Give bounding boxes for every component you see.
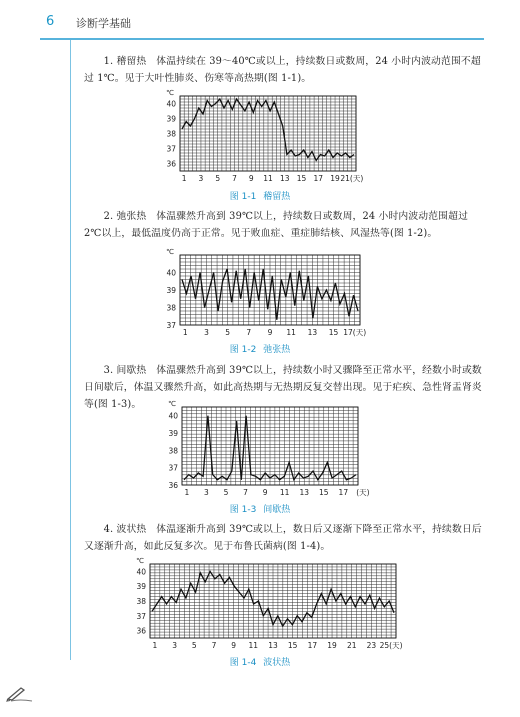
x-tick-label: 23 (366, 641, 377, 650)
x-tick-label: 15 (296, 174, 307, 183)
x-tick-label: 5 (223, 488, 229, 497)
y-tick-label: 38 (166, 303, 176, 313)
y-tick-label: 39 (136, 582, 146, 592)
paragraph-remittent-fever: 2. 弛张热 体温骤然升高到 39℃以上，持续数日或数周，24 小时内波动范围超过 2℃以上，最低温度仍高于正常。见于败血症、重症肺结核、风湿热等(图 1-2)。 (84, 211, 469, 239)
paragraph-intermittent-fever: 3. 间歇热 体温骤然升高到 39℃以上，持续数小时又骤降至正常水平，经数小时或数日间歇后，体温又骤然升高，如此高热期与无热期反复交替出现。见于疟疾、急性肾盂肾炎等(图 1-3)。 (84, 365, 482, 410)
y-tick-label: 37 (136, 611, 146, 621)
x-tick-label: 13 (299, 488, 309, 497)
y-axis-unit: ℃ (166, 248, 174, 256)
y-tick-label: 40 (168, 411, 178, 421)
x-tick-label: 17 (338, 488, 349, 497)
x-tick-label: 15 (319, 488, 329, 497)
x-tick-label: 11 (263, 174, 273, 183)
y-tick-label: 38 (166, 129, 176, 139)
y-axis-unit: ℃ (168, 400, 176, 408)
x-tick-label: 3 (204, 328, 209, 337)
x-tick-label: 17 (313, 174, 324, 183)
x-tick-label: 9 (231, 641, 237, 650)
paragraph-sustained-fever: 1. 稽留热 体温持续在 39～40℃或以上，持续数日或数周，24 小时内波动范围不超过 1℃。见于大叶性肺炎、伤寒等高热期(图 1-1)。 (84, 56, 481, 84)
caption-fig-1-3-title: 间歇热 (263, 505, 291, 515)
x-tick-label: 3 (204, 488, 209, 497)
caption-fig-1-1 (0, 189, 520, 202)
caption-fig-1-4-number: 图 1-4 (229, 658, 257, 668)
x-tick-label: 5 (191, 641, 197, 650)
x-tick-label: 5 (225, 328, 231, 337)
y-tick-label: 39 (166, 114, 176, 124)
chart-grid (150, 564, 396, 638)
x-tick-label: 11 (279, 488, 290, 497)
y-tick-label: 36 (166, 159, 176, 169)
caption-fig-1-2-title: 弛张热 (263, 345, 291, 355)
x-tick-label: 1 (182, 328, 188, 337)
chart-fig-1-2 (158, 243, 374, 341)
y-tick-label: 39 (168, 429, 178, 438)
y-tick-label: 40 (136, 567, 146, 577)
y-tick-label: 36 (136, 626, 146, 636)
pen-icon (6, 684, 34, 706)
y-axis-unit: ℃ (166, 89, 174, 97)
x-tick-label: 21(天) (340, 174, 364, 183)
caption-fig-1-2-number: 图 1-2 (229, 345, 257, 355)
caption-fig-1-4 (0, 655, 520, 668)
y-tick-label: 37 (168, 463, 178, 473)
page-number: 6 (46, 14, 55, 29)
y-tick-label: 37 (166, 144, 176, 154)
y-tick-label: 37 (166, 321, 176, 330)
x-tick-label: 13 (268, 641, 278, 650)
caption-fig-1-1-title: 稽留热 (263, 192, 291, 202)
y-tick-label: 39 (166, 286, 176, 295)
x-tick-label: 13 (307, 328, 318, 337)
y-tick-label: 38 (136, 597, 146, 606)
x-tick-label: 5 (215, 174, 221, 183)
x-tick-label: 11 (286, 328, 296, 337)
x-tick-label: 7 (243, 488, 248, 497)
x-tick-label: 9 (267, 328, 273, 337)
x-tick-label: 3 (198, 174, 204, 183)
x-tick-label: 1 (152, 641, 158, 650)
paragraph-undulant-fever: 4. 波状热 体温逐渐升高到 39℃或以上，数日后又逐渐下降至正常水平，持续数日后又逐渐升高，如此反复多次。见于布鲁氏菌病(图 1-4)。 (84, 524, 482, 552)
book-title: 诊断学基础 (76, 17, 131, 30)
x-tick-label: 11 (248, 641, 259, 650)
y-tick-label: 40 (166, 268, 176, 278)
x-tick-label: 17 (307, 641, 318, 650)
chart-fig-1-3 (160, 397, 372, 501)
x-tick-label: 13 (279, 174, 290, 183)
caption-fig-1-3 (0, 502, 520, 515)
chart-fig-1-4 (128, 556, 410, 654)
header-rule (40, 38, 484, 40)
y-tick-label: 38 (168, 446, 178, 456)
caption-fig-1-1-number: 图 1-1 (229, 192, 257, 202)
x-tick-label: 3 (172, 641, 177, 650)
x-tick-label: 19 (327, 641, 337, 650)
x-tick-label: 1 (181, 174, 187, 183)
caption-fig-1-2 (0, 342, 520, 355)
y-tick-label: 36 (168, 481, 178, 490)
x-tick-label: 15 (287, 641, 298, 650)
y-tick-label: 40 (166, 99, 176, 109)
caption-fig-1-3-number: 图 1-3 (229, 505, 257, 515)
y-axis-unit: ℃ (136, 557, 144, 565)
x-tick-label: 7 (246, 328, 252, 337)
caption-fig-1-4-title: 波状热 (263, 658, 291, 668)
x-tick-label: 15 (328, 328, 339, 337)
x-tick-label: 17(天) (343, 328, 367, 337)
x-tick-label: 21 (346, 641, 357, 650)
x-tick-label: 25(天) (379, 641, 403, 650)
x-tick-label: 19 (330, 174, 340, 183)
x-tick-label: 1 (184, 488, 190, 497)
x-tick-label: (天) (356, 488, 370, 497)
chart-fig-1-1 (158, 88, 368, 188)
x-tick-label: 7 (211, 641, 217, 650)
page-header (0, 0, 520, 40)
x-tick-label: 7 (232, 174, 237, 183)
x-tick-label: 9 (248, 174, 254, 183)
x-tick-label: 9 (262, 488, 268, 497)
